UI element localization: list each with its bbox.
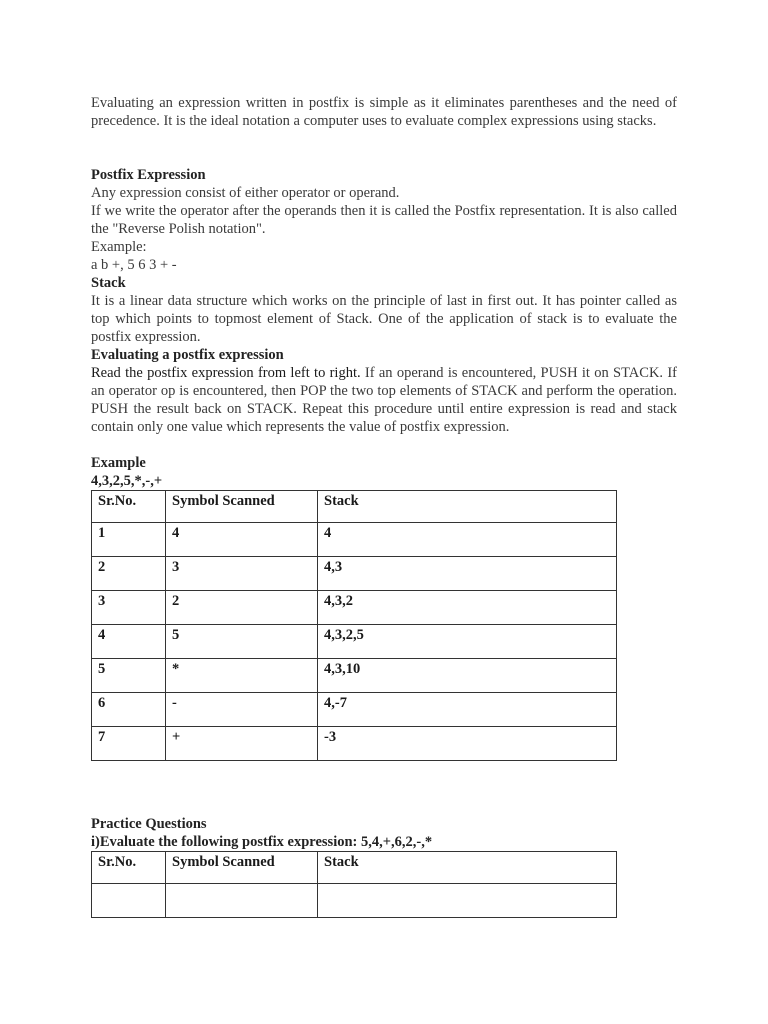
- table-cell: 4: [318, 523, 617, 557]
- table-cell: 4,3,2: [318, 591, 617, 625]
- intro-paragraph: Evaluating an expression written in postfix is simple as it eliminates parentheses and the need of precedence. It is the ideal notation a computer uses to evaluate complex expressions using stacks.: [91, 95, 677, 129]
- header-cell: Symbol Scanned: [166, 852, 318, 884]
- table-cell: 4,3: [318, 557, 617, 591]
- table-cell: 6: [92, 693, 166, 727]
- example-expression: 4,3,2,5,*,-,+: [91, 473, 163, 489]
- table-row: [92, 591, 617, 625]
- table-header-row: [92, 852, 617, 884]
- header-cell: Stack: [318, 852, 617, 884]
- evaluating-text: If an operand is encountered, PUSH it on STACK. If an operator op is encountered, then POP the two top elements of STACK and perform the operation. PUSH the result back on STACK. Repeat this procedure until entire expression is read and stack contain only one value which represents the value of postfix expression.: [91, 365, 677, 435]
- table-cell: *: [166, 659, 318, 693]
- evaluating-heading: Evaluating a postfix expression: [91, 347, 284, 363]
- table-cell: 7: [92, 727, 166, 761]
- spacer: [91, 130, 677, 166]
- postfix-example-value: a b +, 5 6 3 + -: [91, 257, 177, 273]
- evaluating-paragraph: [91, 364, 677, 436]
- table-row: [92, 557, 617, 591]
- table-row: [92, 523, 617, 557]
- practice-table: [91, 851, 617, 918]
- header-cell: Sr.No.: [92, 852, 166, 884]
- postfix-line-1: Any expression consist of either operator or operand.: [91, 185, 400, 201]
- spacer: [91, 761, 677, 815]
- table-cell: 1: [92, 523, 166, 557]
- table-cell: -: [166, 693, 318, 727]
- table-cell: 5: [166, 625, 318, 659]
- postfix-line-2: If we write the operator after the operands then it is called the Postfix representation. It is also called the "Reverse Polish notation".: [91, 203, 677, 237]
- stack-heading: Stack: [91, 275, 126, 291]
- table-cell: 2: [92, 557, 166, 591]
- header-cell: Symbol Scanned: [166, 491, 318, 523]
- evaluating-lead: Read the postfix expression from left to right.: [91, 365, 361, 381]
- table-cell: 4: [92, 625, 166, 659]
- table-row: [92, 693, 617, 727]
- table-row: [92, 727, 617, 761]
- table-row: [92, 625, 617, 659]
- table-cell: -3: [318, 727, 617, 761]
- table-cell: 3: [92, 591, 166, 625]
- table-cell: [318, 884, 617, 918]
- practice-heading: Practice Questions: [91, 816, 207, 832]
- table-cell: 2: [166, 591, 318, 625]
- table-row: [92, 884, 617, 918]
- table-cell: 4: [166, 523, 318, 557]
- table-row: [92, 659, 617, 693]
- table-cell: [92, 884, 166, 918]
- table-cell: 4,3,2,5: [318, 625, 617, 659]
- table-cell: 4,3,10: [318, 659, 617, 693]
- postfix-heading: Postfix Expression: [91, 167, 206, 183]
- table-cell: [166, 884, 318, 918]
- table-cell: 4,-7: [318, 693, 617, 727]
- practice-question-1: i)Evaluate the following postfix expression: 5,4,+,6,2,-,*: [91, 834, 433, 850]
- example-heading: Example: [91, 455, 146, 471]
- spacer: [91, 436, 677, 454]
- table-cell: +: [166, 727, 318, 761]
- postfix-example-label: Example:: [91, 239, 147, 255]
- header-cell: Sr.No.: [92, 491, 166, 523]
- header-cell: Stack: [318, 491, 617, 523]
- stack-paragraph: It is a linear data structure which works on the principle of last in first out. It has pointer called as top which points to topmost element of Stack. One of the application of stack is to evaluate the postfix expression.: [91, 293, 677, 345]
- example-table: [91, 490, 617, 761]
- document-page: [91, 94, 677, 918]
- table-header-row: [92, 491, 617, 523]
- table-cell: 5: [92, 659, 166, 693]
- table-cell: 3: [166, 557, 318, 591]
